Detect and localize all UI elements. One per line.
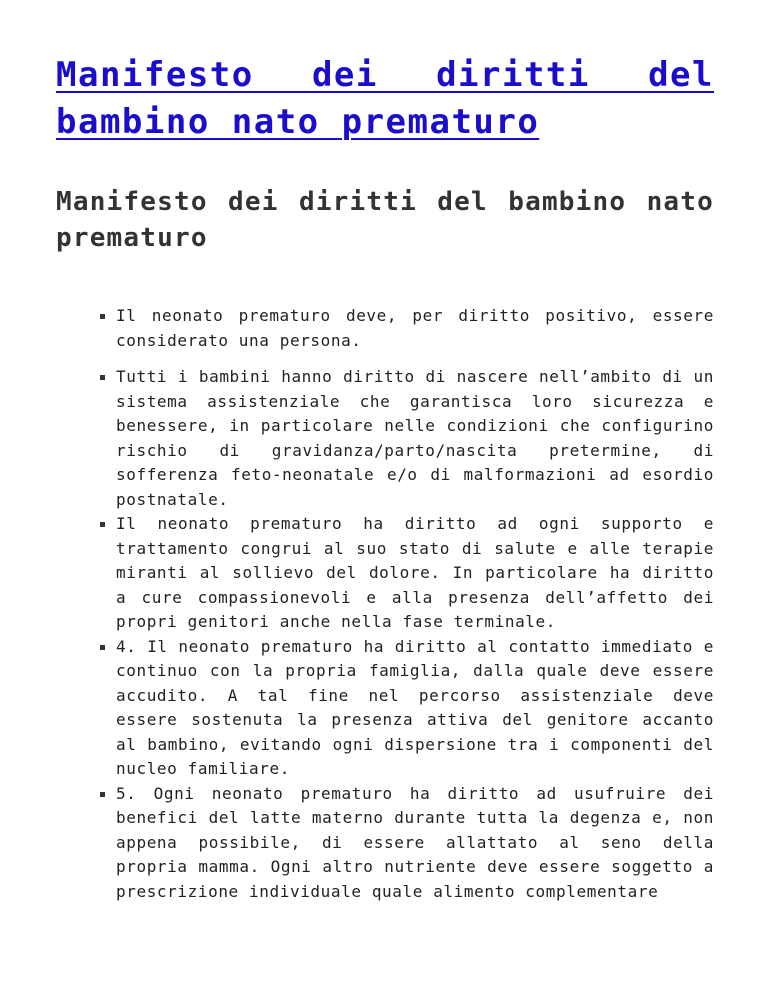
rights-list — [56, 304, 714, 904]
document-page — [56, 52, 714, 904]
square-bullet-icon — [100, 375, 105, 380]
page-subtitle: Manifesto dei diritti del bambino nato prematuro — [56, 187, 714, 253]
list-item-text: 4. Il neonato prematuro ha diritto al contatto immediato e continuo con la propria famiglia, dalla quale deve essere accudito. A tal fine nel percorso assistenziale deve essere sostenuta la presenza attiva del genitore accanto al bambino, evitando ogni dispersione tra i componenti del nucleo familiare. — [116, 636, 714, 778]
list-item-text: 5. Ogni neonato prematuro ha diritto ad usufruire dei benefici del latte materno durante tutta la degenza e, non appena possibile, di essere allattato al seno della propria mamma. Ogni altro nutriente deve essere soggetto a prescrizione individuale quale alimento complementare — [116, 783, 714, 901]
list-item — [116, 635, 714, 782]
list-item-text: Tutti i bambini hanno diritto di nascere nell’ambito di un sistema assistenziale che garantisca loro sicurezza e benessere, in particolare nelle condizioni che configurino rischio di gravidanza/parto/nascita pretermine, di sofferenza feto-neonatale e/o di malformazioni ad esordio postnatale. — [116, 367, 714, 509]
title-link[interactable]: Manifesto dei diritti del bambino nato prematuro — [56, 55, 714, 142]
list-item — [116, 304, 714, 353]
square-bullet-icon — [100, 522, 105, 527]
square-bullet-icon — [100, 792, 105, 797]
list-item — [116, 782, 714, 905]
list-item-text: Il neonato prematuro ha diritto ad ogni supporto e trattamento congrui al suo stato di salute e alle terapie miranti al sollievo del dolore. In particolare ha diritto a cure compassionevoli e alla presenza dell’affetto dei propri genitori anche nella fase terminale. — [116, 514, 714, 631]
square-bullet-icon — [100, 645, 105, 650]
list-item — [116, 365, 714, 512]
list-item — [116, 512, 714, 635]
list-item-text: Il neonato prematuro deve, per diritto positivo, essere considerato una persona. — [116, 306, 714, 350]
square-bullet-icon — [100, 314, 105, 319]
